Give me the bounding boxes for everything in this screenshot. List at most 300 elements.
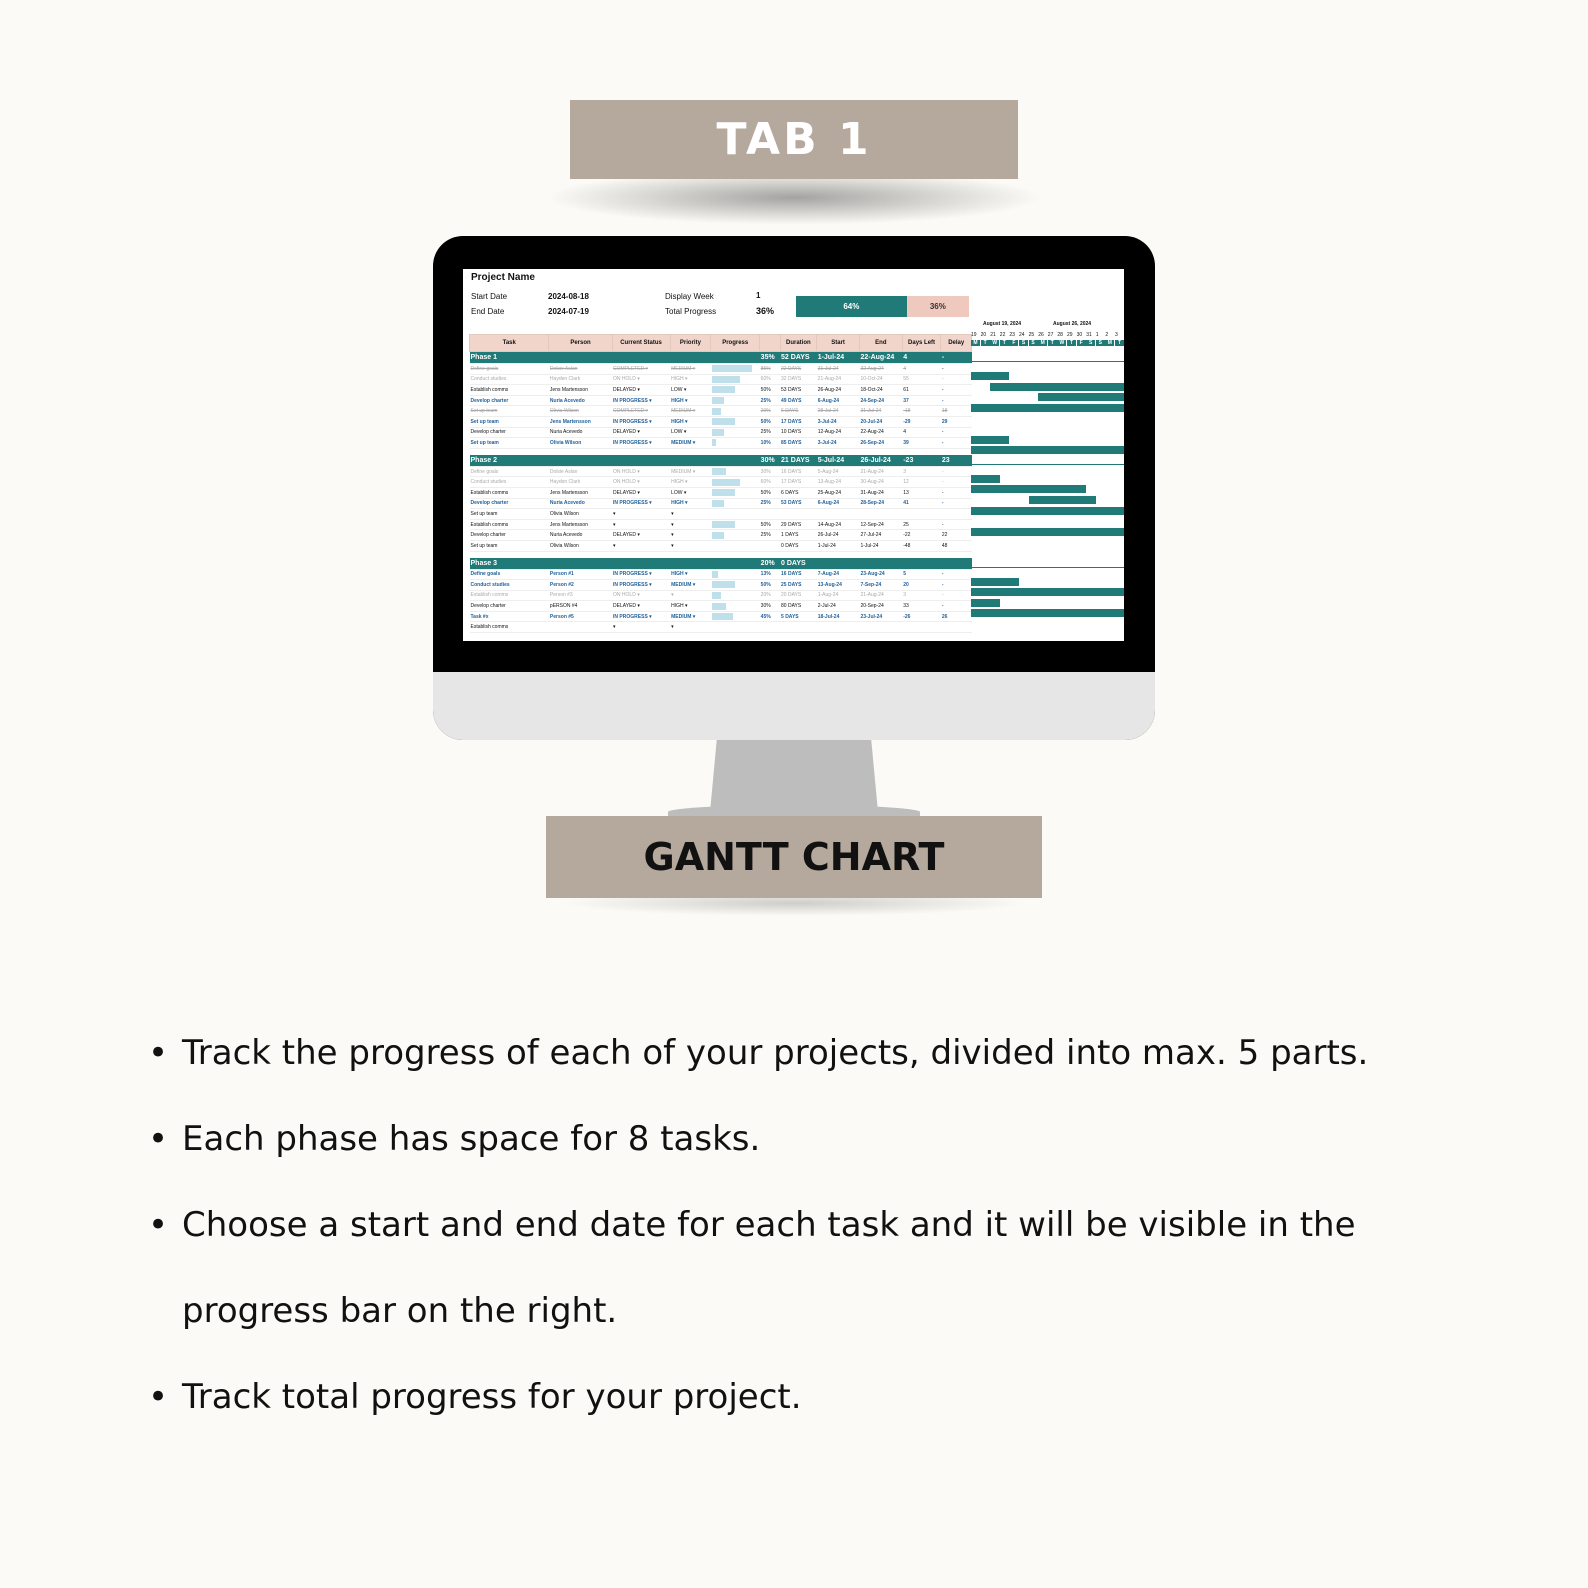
task-name[interactable]: Establish comms: [470, 590, 549, 601]
gantt-bar-cell: [990, 383, 1000, 391]
task-delay: 22: [941, 530, 972, 541]
task-duration: 17 DAYS: [780, 416, 817, 427]
task-name[interactable]: Define goals: [470, 364, 549, 375]
phase-duration: 21 DAYS: [780, 455, 817, 467]
task-delay: [941, 622, 972, 633]
task-start[interactable]: 26-Aug-24: [817, 385, 860, 396]
task-row: [470, 569, 972, 580]
task-start[interactable]: 1-Aug-24: [817, 590, 860, 601]
status-dropdown[interactable]: ▾: [612, 519, 670, 530]
task-progress-bar: [711, 466, 760, 477]
phase-progress-bar: [711, 455, 760, 467]
gantt-bar-cell: [981, 578, 991, 586]
task-duration: 16 DAYS: [780, 569, 817, 580]
gantt-bar-cell: [1067, 588, 1077, 596]
status-dropdown[interactable]: DELAYED ▾: [612, 427, 670, 438]
task-name[interactable]: Set up team: [470, 509, 549, 520]
gantt-bar-cell: [1077, 496, 1087, 504]
task-days-left: 3: [902, 590, 941, 601]
gantt-bar-cell: [990, 609, 1000, 617]
gantt-bar-cell: [1105, 609, 1115, 617]
status-dropdown[interactable]: ON HOLD ▾: [612, 466, 670, 477]
task-end[interactable]: 7-Sep-24: [859, 580, 902, 591]
status-dropdown[interactable]: IN PROGRESS ▾: [612, 569, 670, 580]
gantt-bar-cell: [1096, 528, 1106, 536]
task-person[interactable]: Person #5: [549, 611, 612, 622]
task-name[interactable]: Set up team: [470, 540, 549, 551]
priority-dropdown[interactable]: HIGH ▾: [670, 395, 711, 406]
task-progress: 25%: [760, 530, 780, 541]
task-end[interactable]: 22-Aug-24: [859, 364, 902, 375]
priority-dropdown[interactable]: ▾: [670, 530, 711, 541]
gantt-bar-cell: [981, 609, 991, 617]
task-row: [470, 590, 972, 601]
task-row: [470, 498, 972, 509]
task-name[interactable]: Develop charter: [470, 498, 549, 509]
task-duration: 20 DAYS: [780, 590, 817, 601]
task-end[interactable]: 23-Aug-24: [859, 569, 902, 580]
gantt-bar-cell: [1067, 404, 1077, 412]
task-name[interactable]: Establish comms: [470, 519, 549, 530]
task-start[interactable]: 12-Aug-24: [817, 427, 860, 438]
priority-dropdown[interactable]: ▾: [670, 509, 711, 520]
gantt-bar-cell: [990, 599, 1000, 607]
gantt-bar-cell: [1038, 404, 1048, 412]
task-progress-bar: [711, 540, 760, 551]
priority-dropdown[interactable]: HIGH ▾: [670, 374, 711, 385]
task-name[interactable]: Set up team: [470, 406, 549, 417]
task-row: [470, 580, 972, 591]
task-person[interactable]: Jens Martensson: [549, 416, 612, 427]
feature-item: • Track total progress for your project.: [148, 1354, 1488, 1440]
gantt-bar-cell: [1067, 383, 1077, 391]
day-letter: M: [1038, 340, 1047, 346]
task-person[interactable]: Person #2: [549, 580, 612, 591]
priority-dropdown[interactable]: MEDIUM ▾: [670, 611, 711, 622]
task-person[interactable]: pERSON #4: [549, 601, 612, 612]
gantt-bar-cell: [1048, 528, 1058, 536]
task-start[interactable]: 7-Aug-24: [817, 569, 860, 580]
task-person[interactable]: Olivia Wilson: [549, 406, 612, 417]
status-dropdown[interactable]: ▾: [612, 509, 670, 520]
priority-dropdown[interactable]: HIGH ▾: [670, 416, 711, 427]
display-week-label: Display Week: [665, 292, 714, 301]
task-progress-bar: [711, 416, 760, 427]
task-person[interactable]: Person #1: [549, 569, 612, 580]
task-start[interactable]: 6-Aug-24: [817, 395, 860, 406]
task-progress-bar: [711, 590, 760, 601]
task-progress: [760, 540, 780, 551]
task-name[interactable]: Establish comms: [470, 385, 549, 396]
task-end[interactable]: 23-Jul-24: [859, 611, 902, 622]
task-start[interactable]: 3-Jul-24: [817, 438, 860, 449]
task-end[interactable]: 18-Oct-24: [859, 385, 902, 396]
task-name[interactable]: Conduct studies: [470, 580, 549, 591]
task-end[interactable]: 24-Sep-24: [859, 395, 902, 406]
column-header: Duration: [780, 335, 817, 352]
gantt-calendar: [971, 321, 1124, 641]
status-dropdown[interactable]: COMPLETED ▾: [612, 406, 670, 417]
task-days-left: 13: [902, 487, 941, 498]
status-dropdown[interactable]: IN PROGRESS ▾: [612, 611, 670, 622]
status-dropdown[interactable]: IN PROGRESS ▾: [612, 416, 670, 427]
task-person[interactable]: Person #3: [549, 590, 612, 601]
gantt-bar-cell: [1000, 609, 1010, 617]
gantt-bar-cell: [1105, 383, 1115, 391]
gantt-bar-cell: [1009, 507, 1019, 515]
task-start[interactable]: 5-Aug-24: [817, 466, 860, 477]
day-letter: S: [1019, 340, 1028, 346]
task-end[interactable]: 30-Aug-24: [859, 477, 902, 488]
task-row: [470, 438, 972, 449]
end-date-label: End Date: [471, 307, 505, 316]
day-letter: T: [1048, 340, 1057, 346]
task-days-left: 5: [902, 569, 941, 580]
task-end[interactable]: 26-Sep-24: [859, 438, 902, 449]
priority-dropdown[interactable]: MEDIUM ▾: [670, 466, 711, 477]
task-start[interactable]: 25-Aug-24: [817, 487, 860, 498]
task-name[interactable]: Develop charter: [470, 530, 549, 541]
status-dropdown[interactable]: IN PROGRESS ▾: [612, 580, 670, 591]
task-person[interactable]: Olivia Wilson: [549, 509, 612, 520]
gantt-bar-cell: [971, 436, 981, 444]
task-start[interactable]: [817, 509, 860, 520]
day-letter: S: [1029, 340, 1038, 346]
gantt-bar-cell: [971, 599, 981, 607]
task-progress-bar: [711, 519, 760, 530]
task-person[interactable]: Hayden Clark: [549, 374, 612, 385]
task-end[interactable]: [859, 509, 902, 520]
gantt-bar-cell: [1086, 609, 1096, 617]
task-delay: -: [941, 427, 972, 438]
task-person[interactable]: [549, 622, 612, 633]
task-days-left: -22: [902, 530, 941, 541]
task-days-left: 61: [902, 385, 941, 396]
task-person[interactable]: Jens Martensson: [549, 519, 612, 530]
priority-dropdown[interactable]: MEDIUM ▾: [670, 364, 711, 375]
task-start[interactable]: 31-Jul-24: [817, 364, 860, 375]
task-person[interactable]: Nuria Acevedo: [549, 498, 612, 509]
task-progress: 50%: [760, 385, 780, 396]
gantt-bar-cell: [1057, 485, 1067, 493]
task-person[interactable]: Olivia Wilson: [549, 540, 612, 551]
priority-dropdown[interactable]: HIGH ▾: [670, 569, 711, 580]
task-days-left: 41: [902, 498, 941, 509]
gantt-bar-cell: [1115, 588, 1124, 596]
task-days-left: 3: [902, 466, 941, 477]
phase-progress-bar: [711, 558, 760, 570]
column-header: [760, 335, 780, 352]
task-progress-bar: [711, 569, 760, 580]
task-start[interactable]: 2-Jul-24: [817, 601, 860, 612]
phase-end: 26-Jul-24: [859, 455, 902, 467]
task-start[interactable]: 26-Jul-24: [817, 530, 860, 541]
task-duration: 22 DAYS: [780, 364, 817, 375]
task-start[interactable]: 28-Jul-24: [817, 406, 860, 417]
task-row: [470, 530, 972, 541]
gantt-bar-cell: [1019, 609, 1029, 617]
task-progress-bar: [711, 427, 760, 438]
priority-dropdown[interactable]: HIGH ▾: [670, 601, 711, 612]
feature-item: • Each phase has space for 8 tasks.: [148, 1096, 1488, 1182]
gantt-bar-cell: [1086, 588, 1096, 596]
task-duration: 6 DAYS: [780, 487, 817, 498]
status-dropdown[interactable]: ON HOLD ▾: [612, 374, 670, 385]
status-dropdown[interactable]: DELAYED ▾: [612, 385, 670, 396]
gantt-bar-cell: [1009, 485, 1019, 493]
task-name[interactable]: Set up team: [470, 416, 549, 427]
task-person[interactable]: Nuria Acevedo: [549, 395, 612, 406]
priority-dropdown[interactable]: ▾: [670, 622, 711, 633]
task-name[interactable]: Establish comms: [470, 622, 549, 633]
task-person[interactable]: Nuria Acevedo: [549, 427, 612, 438]
gantt-bar-cell: [1086, 404, 1096, 412]
gantt-bar-cell: [990, 485, 1000, 493]
day-letter: M: [1105, 340, 1114, 346]
task-start[interactable]: 14-Aug-24: [817, 519, 860, 530]
status-dropdown[interactable]: IN PROGRESS ▾: [612, 395, 670, 406]
gantt-bar-cell: [1077, 446, 1087, 454]
task-name[interactable]: Develop charter: [470, 601, 549, 612]
task-end[interactable]: 20-Jul-24: [859, 416, 902, 427]
gantt-bar-cell: [1009, 528, 1019, 536]
gantt-bar-cell: [1077, 507, 1087, 515]
task-person[interactable]: Dolsie Aslan: [549, 466, 612, 477]
task-days-left: 12: [902, 477, 941, 488]
status-dropdown[interactable]: COMPLETED ▾: [612, 364, 670, 375]
day-number: 27: [1047, 332, 1054, 338]
task-person[interactable]: Nuria Acevedo: [549, 530, 612, 541]
task-duration: 6 DAYS: [780, 406, 817, 417]
task-start[interactable]: 21-Aug-24: [817, 374, 860, 385]
priority-dropdown[interactable]: MEDIUM ▾: [670, 438, 711, 449]
gantt-bar-cell: [1038, 507, 1048, 515]
gantt-bar-cell: [1019, 383, 1029, 391]
task-person[interactable]: Olivia Wilson: [549, 438, 612, 449]
task-progress-bar: [711, 611, 760, 622]
progress-done-segment: 64%: [796, 296, 907, 317]
priority-dropdown[interactable]: MEDIUM ▾: [670, 406, 711, 417]
task-days-left: 20: [902, 580, 941, 591]
task-days-left: -18: [902, 406, 941, 417]
task-delay: -: [941, 590, 972, 601]
phase-divider: [971, 361, 1124, 362]
task-name[interactable]: Establish comms: [470, 487, 549, 498]
day-number: 3: [1115, 332, 1118, 338]
gantt-bar-cell: [1057, 383, 1067, 391]
task-end[interactable]: 28-Sep-24: [859, 498, 902, 509]
progress-fill: [712, 489, 735, 496]
gantt-bar-cell: [1000, 588, 1010, 596]
task-progress: 50%: [760, 416, 780, 427]
status-dropdown[interactable]: ▾: [612, 540, 670, 551]
phase-row: [470, 352, 972, 364]
task-row: [470, 611, 972, 622]
task-duration: [780, 509, 817, 520]
task-end[interactable]: 21-Aug-24: [859, 466, 902, 477]
task-delay: -: [941, 569, 972, 580]
task-end[interactable]: 31-Jul-24: [859, 406, 902, 417]
day-number: 31: [1086, 332, 1092, 338]
task-progress: 45%: [760, 611, 780, 622]
progress-fill: [712, 365, 752, 372]
day-number: 29: [1067, 332, 1073, 338]
gantt-bar-cell: [971, 609, 981, 617]
task-row: [470, 601, 972, 612]
task-name[interactable]: Conduct studies: [470, 477, 549, 488]
priority-dropdown[interactable]: ▾: [670, 519, 711, 530]
task-progress: 60%: [760, 477, 780, 488]
task-progress: 10%: [760, 438, 780, 449]
task-duration: 16 DAYS: [780, 466, 817, 477]
end-date-value[interactable]: 2024-07-19: [548, 307, 589, 316]
phase-duration: 0 DAYS: [780, 558, 817, 570]
task-start[interactable]: 13-Aug-24: [817, 477, 860, 488]
start-date-value[interactable]: 2024-08-18: [548, 292, 589, 301]
day-number: 19: [971, 332, 977, 338]
phase-progress-bar: [711, 352, 760, 364]
gantt-bar-cell: [1048, 393, 1058, 401]
task-end[interactable]: 1-Jul-24: [859, 540, 902, 551]
status-dropdown[interactable]: ON HOLD ▾: [612, 590, 670, 601]
task-name[interactable]: Conduct studies: [470, 374, 549, 385]
progress-fill: [712, 439, 717, 446]
task-start[interactable]: 6-Aug-24: [817, 498, 860, 509]
task-person[interactable]: Dolsie Aslan: [549, 364, 612, 375]
task-row: [470, 466, 972, 477]
gantt-bar-cell: [1077, 485, 1087, 493]
task-end[interactable]: 31-Aug-24: [859, 487, 902, 498]
day-letter: F: [1009, 340, 1018, 346]
status-dropdown[interactable]: DELAYED ▾: [612, 487, 670, 498]
display-week-value[interactable]: 1: [756, 291, 761, 300]
task-end[interactable]: 21-Aug-24: [859, 590, 902, 601]
status-dropdown[interactable]: IN PROGRESS ▾: [612, 438, 670, 449]
gantt-bar-cell: [1067, 485, 1077, 493]
gantt-bar-cell: [1009, 609, 1019, 617]
priority-dropdown[interactable]: LOW ▾: [670, 385, 711, 396]
task-delay: [941, 509, 972, 520]
task-start[interactable]: 13-Aug-24: [817, 580, 860, 591]
status-dropdown[interactable]: ▾: [612, 622, 670, 633]
status-dropdown[interactable]: DELAYED ▾: [612, 601, 670, 612]
task-name[interactable]: Define goals: [470, 466, 549, 477]
gantt-bar-cell: [971, 372, 981, 380]
gantt-bar-cell: [971, 578, 981, 586]
gantt-bar-cell: [1077, 393, 1087, 401]
priority-dropdown[interactable]: HIGH ▾: [670, 477, 711, 488]
priority-dropdown[interactable]: LOW ▾: [670, 427, 711, 438]
gantt-bar-cell: [1019, 507, 1029, 515]
task-row: [470, 416, 972, 427]
task-end[interactable]: 27-Jul-24: [859, 530, 902, 541]
task-start[interactable]: 3-Jul-24: [817, 416, 860, 427]
task-delay: -: [941, 364, 972, 375]
task-delay: -: [941, 487, 972, 498]
task-row: [470, 509, 972, 520]
day-letter: T: [1115, 340, 1124, 346]
gantt-bar-cell: [1048, 485, 1058, 493]
task-person[interactable]: Jens Martensson: [549, 385, 612, 396]
task-progress: [760, 509, 780, 520]
task-row: [470, 427, 972, 438]
progress-fill: [712, 376, 740, 383]
day-number: 24: [1019, 332, 1025, 338]
gantt-bar-cell: [1048, 507, 1058, 515]
task-progress: 25%: [760, 427, 780, 438]
gantt-bar-cell: [1038, 383, 1048, 391]
phase-duration: 52 DAYS: [780, 352, 817, 364]
task-duration: 29 DAYS: [780, 519, 817, 530]
progress-fill: [712, 397, 724, 404]
task-name[interactable]: Develop charter: [470, 395, 549, 406]
task-name[interactable]: Define goals: [470, 569, 549, 580]
gantt-bar-cell: [1067, 446, 1077, 454]
gantt-bar-cell: [1086, 393, 1096, 401]
priority-dropdown[interactable]: MEDIUM ▾: [670, 580, 711, 591]
task-name[interactable]: Develop charter: [470, 427, 549, 438]
gantt-bar-cell: [1029, 485, 1039, 493]
priority-dropdown[interactable]: ▾: [670, 590, 711, 601]
progress-fill: [712, 521, 735, 528]
task-end[interactable]: 10-Oct-24: [859, 374, 902, 385]
task-start[interactable]: 1-Jul-24: [817, 540, 860, 551]
gantt-bar-cell: [1115, 507, 1124, 515]
task-days-left: -29: [902, 416, 941, 427]
gantt-bar-cell: [1105, 404, 1115, 412]
task-duration: 32 DAYS: [780, 374, 817, 385]
task-end[interactable]: 20-Sep-24: [859, 601, 902, 612]
task-end[interactable]: 12-Sep-24: [859, 519, 902, 530]
task-progress: 20%: [760, 590, 780, 601]
task-progress: 60%: [760, 374, 780, 385]
gantt-bar-cell: [1019, 588, 1029, 596]
task-end[interactable]: 22-Aug-24: [859, 427, 902, 438]
task-progress-bar: [711, 438, 760, 449]
task-person[interactable]: Jens Martensson: [549, 487, 612, 498]
status-dropdown[interactable]: IN PROGRESS ▾: [612, 498, 670, 509]
priority-dropdown[interactable]: LOW ▾: [670, 487, 711, 498]
day-letter: F: [1077, 340, 1086, 346]
task-person[interactable]: Hayden Clark: [549, 477, 612, 488]
task-progress-bar: [711, 509, 760, 520]
gantt-label: GANTT CHART: [643, 835, 945, 879]
gantt-bar-cell: [981, 528, 991, 536]
progress-fill: [712, 613, 733, 620]
task-start[interactable]: [817, 622, 860, 633]
task-name[interactable]: Set up team: [470, 438, 549, 449]
day-letter: W: [990, 340, 999, 346]
priority-dropdown[interactable]: HIGH ▾: [670, 498, 711, 509]
task-name[interactable]: Task #x: [470, 611, 549, 622]
day-letter: M: [971, 340, 980, 346]
gantt-bar-cell: [971, 528, 981, 536]
priority-dropdown[interactable]: ▾: [670, 540, 711, 551]
task-end[interactable]: [859, 622, 902, 633]
phase-progress: 30%: [760, 455, 780, 467]
task-start[interactable]: 18-Jul-24: [817, 611, 860, 622]
status-dropdown[interactable]: ON HOLD ▾: [612, 477, 670, 488]
phase-start: [817, 558, 860, 570]
status-dropdown[interactable]: DELAYED ▾: [612, 530, 670, 541]
gantt-bar-cell: [1057, 393, 1067, 401]
task-progress: 30%: [760, 466, 780, 477]
gantt-bar-cell: [971, 475, 981, 483]
gantt-bar-cell: [1096, 588, 1106, 596]
gantt-bar-cell: [1096, 446, 1106, 454]
task-days-left: 39: [902, 438, 941, 449]
monitor-chin: [433, 672, 1155, 740]
